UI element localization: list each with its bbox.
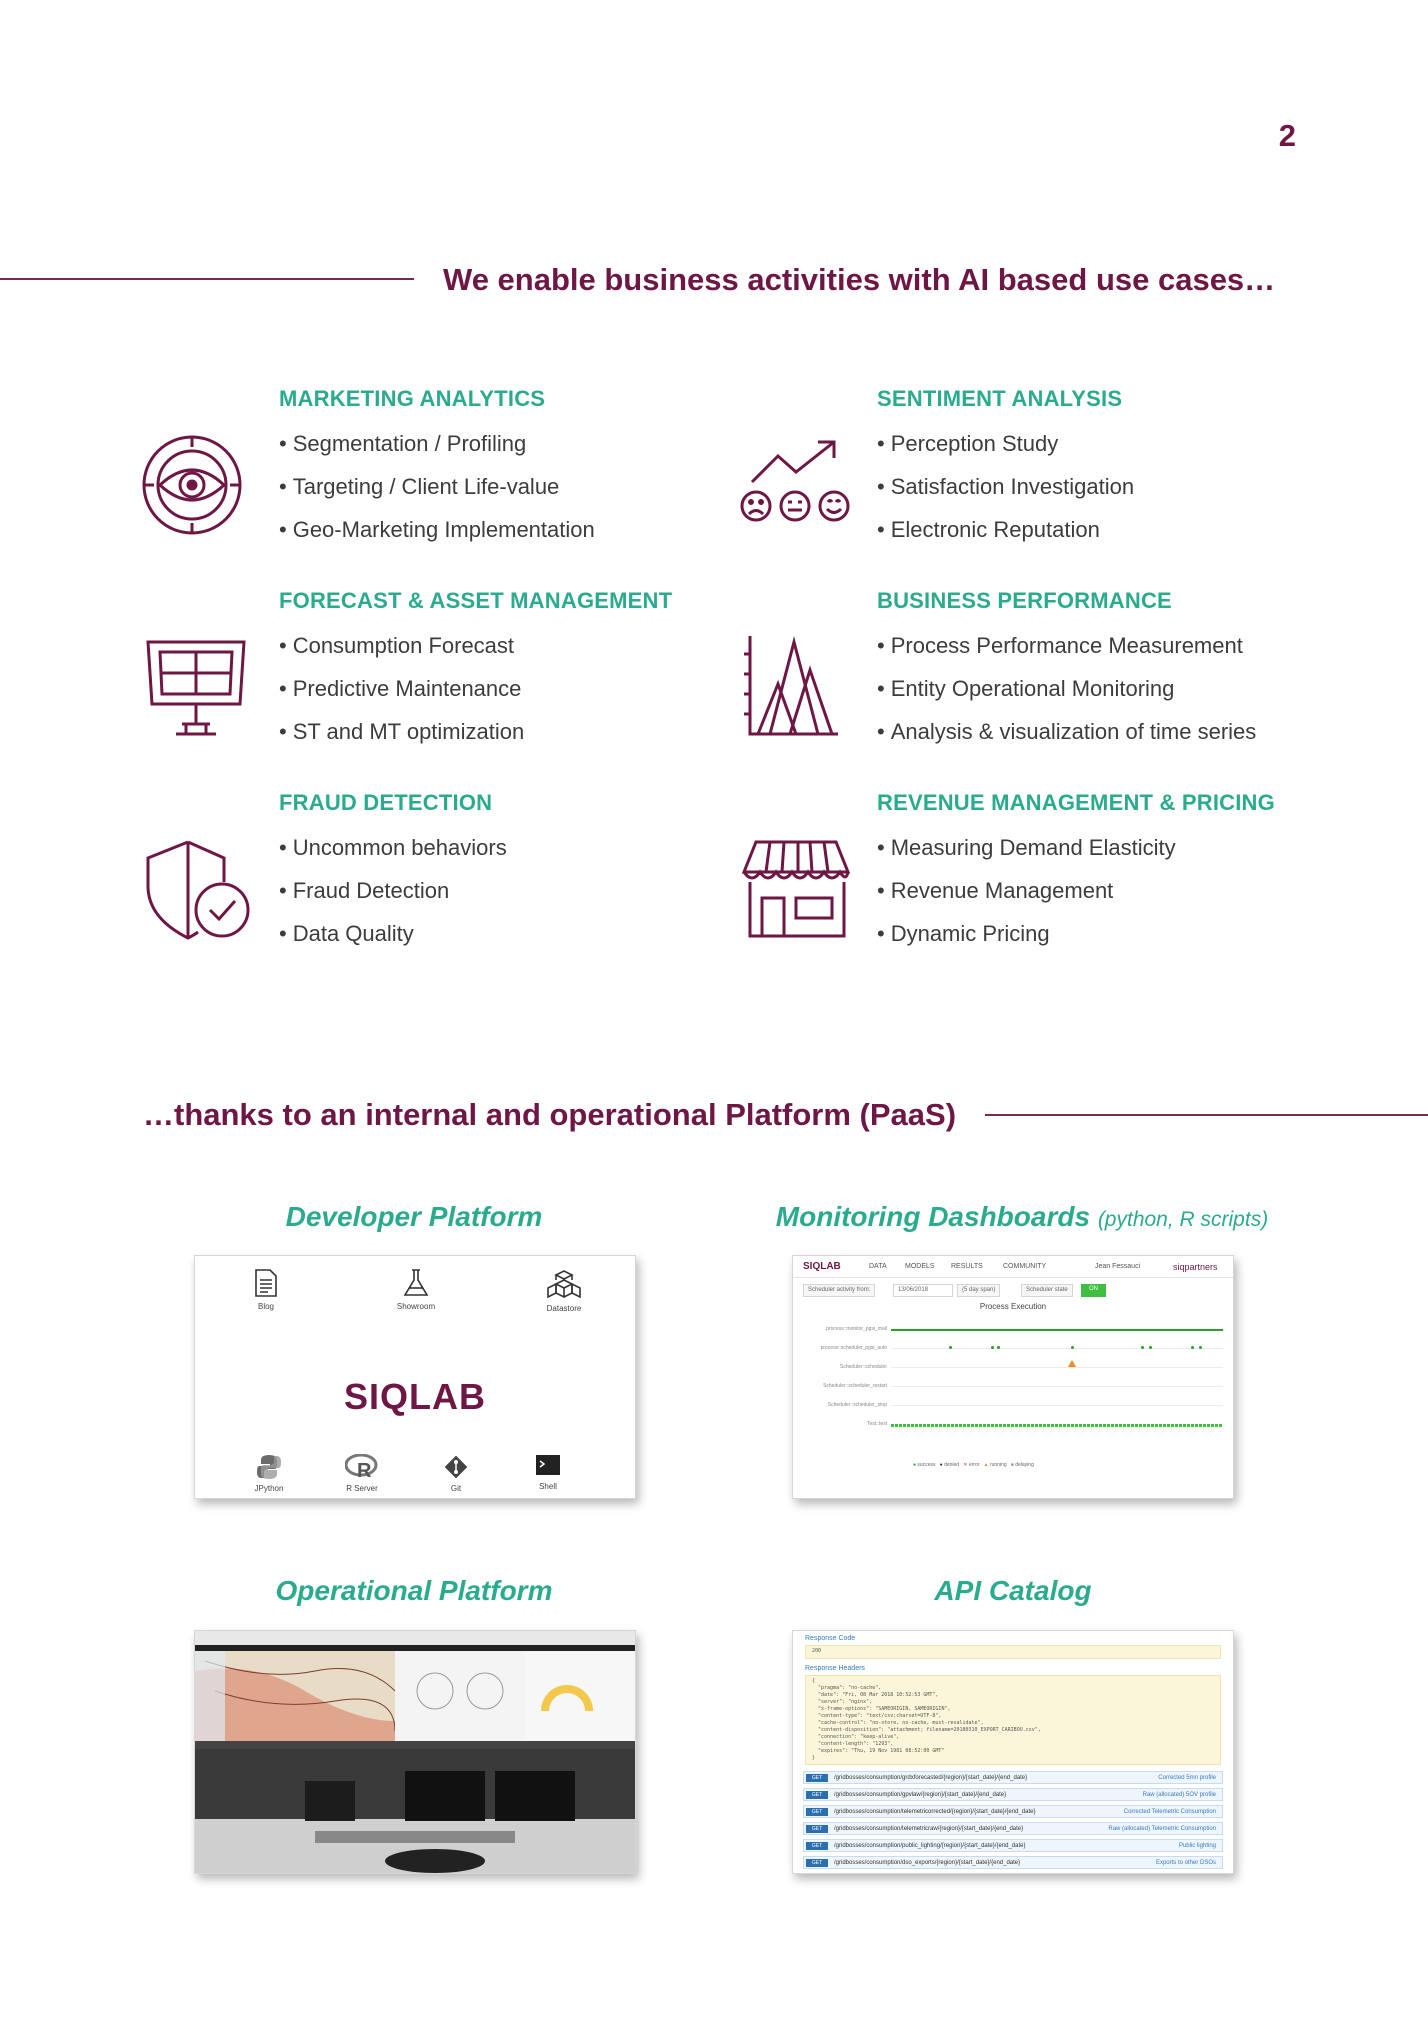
usecase-title: BUSINESS PERFORMANCE bbox=[877, 588, 1172, 613]
chart-legend bbox=[913, 1462, 1034, 1468]
row-gridline bbox=[891, 1329, 1223, 1331]
legend-entry: ● success bbox=[913, 1462, 936, 1468]
section-divider-right bbox=[985, 1114, 1428, 1116]
usecase-item: • Perception Study bbox=[877, 422, 1317, 465]
app-label: Showroom bbox=[396, 1302, 436, 1311]
usecase-item: • Targeting / Client Life-value bbox=[279, 465, 719, 508]
developer-platform-screenshot bbox=[194, 1255, 636, 1499]
endpoint-path: /gridbosses/consumption/telemetricraw/{region}/{start_date}/{end_date} bbox=[834, 1826, 1024, 1832]
usecase-item: • ST and MT optimization bbox=[279, 710, 719, 753]
api-endpoint-row[interactable] bbox=[803, 1771, 1223, 1784]
api-catalog-title: API Catalog bbox=[934, 1575, 1092, 1606]
nav-brand[interactable]: SIQLAB bbox=[803, 1261, 841, 1272]
endpoint-desc: Public lighting bbox=[1178, 1843, 1216, 1849]
legend-entry: ▲ running bbox=[983, 1462, 1007, 1468]
cubes-icon bbox=[529, 1268, 599, 1300]
app-git[interactable] bbox=[421, 1454, 491, 1493]
activity-date-input[interactable]: 13/06/2018 bbox=[893, 1284, 953, 1297]
endpoint-path: /gridbosses/consumption/grdxforecasted/{region}/{start_date}/{end_date} bbox=[834, 1775, 1028, 1781]
monitoring-dashboard-screenshot bbox=[792, 1255, 1234, 1499]
api-endpoint-row[interactable] bbox=[803, 1822, 1223, 1835]
usecase-forecast-asset bbox=[279, 588, 719, 753]
api-endpoint-row[interactable] bbox=[803, 1856, 1223, 1869]
flask-icon bbox=[381, 1268, 451, 1298]
app-r-server[interactable] bbox=[327, 1454, 397, 1493]
storefront-icon bbox=[740, 838, 852, 940]
usecase-sentiment-analysis bbox=[877, 386, 1317, 551]
python-icon bbox=[234, 1454, 304, 1480]
usecases-section-title: We enable business activities with AI based use cases… bbox=[443, 262, 1276, 297]
usecase-fraud-detection bbox=[279, 790, 719, 955]
app-label: JPython bbox=[254, 1484, 284, 1493]
control-room-image bbox=[195, 1631, 636, 1874]
monitoring-title-text: Monitoring Dashboards bbox=[775, 1201, 1091, 1232]
nav-community[interactable]: COMMUNITY bbox=[1003, 1263, 1047, 1270]
endpoint-path: /gridbosses/consumption/gpvlaw/{region}/{start_date}/{end_date} bbox=[834, 1792, 1007, 1798]
http-verb: GET bbox=[806, 1808, 828, 1816]
monitoring-dashboards-title bbox=[772, 1201, 1272, 1233]
terminal-icon bbox=[513, 1454, 583, 1478]
svg-text:R: R bbox=[357, 1460, 372, 1480]
legend-entry: ✕ error bbox=[963, 1462, 980, 1468]
nav-models[interactable]: MODELS bbox=[905, 1263, 935, 1270]
usecase-item: • Consumption Forecast bbox=[279, 624, 719, 667]
row-label: Scheduler::scheduler_restart bbox=[823, 1383, 887, 1389]
peak-chart-icon bbox=[740, 634, 840, 740]
usecase-item: • Revenue Management bbox=[877, 869, 1317, 912]
monitoring-navbar bbox=[793, 1256, 1233, 1278]
success-point bbox=[1149, 1346, 1152, 1349]
siqlab-logo: SIQLAB bbox=[343, 1376, 486, 1417]
success-point bbox=[1141, 1346, 1144, 1349]
endpoint-path: /gridbosses/consumption/dso_exports/{region}/{start_date}/{end_date} bbox=[834, 1860, 1021, 1866]
state-label: Scheduler state bbox=[1021, 1284, 1073, 1297]
app-label: Datastore bbox=[546, 1304, 582, 1313]
usecase-item: • Uncommon behaviors bbox=[279, 826, 719, 869]
success-point bbox=[997, 1346, 1000, 1349]
response-headers-label: Response Headers bbox=[805, 1665, 865, 1672]
r-icon bbox=[327, 1454, 397, 1480]
api-endpoint-row[interactable] bbox=[803, 1805, 1223, 1818]
row-gridline bbox=[891, 1348, 1223, 1349]
platform-section-title: …thanks to an internal and operational Platform (PaaS) bbox=[143, 1097, 957, 1132]
usecase-title: FRAUD DETECTION bbox=[279, 790, 493, 815]
usecase-item: • Data Quality bbox=[279, 912, 719, 955]
row-gridline bbox=[891, 1367, 1223, 1368]
endpoint-path: /gridbosses/consumption/telemetricorrected/{region}/{start_date}/{end_date} bbox=[834, 1809, 1036, 1815]
usecase-item: • Fraud Detection bbox=[279, 869, 719, 912]
nav-user[interactable]: Jean Fessauci bbox=[1095, 1263, 1141, 1270]
usecase-item: • Entity Operational Monitoring bbox=[877, 667, 1317, 710]
legend-entry: ■ delaying bbox=[1010, 1462, 1034, 1468]
app-showroom[interactable] bbox=[381, 1268, 451, 1311]
response-headers-value: { "pragma": "no-cache", "date": "Fri, 08 Mar 2018 10:52:53 GMT", "server": "nginx", "x-frame-options": "SAMEORIGIN, SAMEORIGIN", "content-type": "text/csv;charset=UTF-8", "cache-control": "no-store, no-cache, must-revalidate", "content-disposition": "attachment; filename=20180310_EXPORT_CARIBOU.csv", "connection": "keep-alive", "content-length": "1293", "expires": "Thu, 19 Nov 1981 08:52:00 GMT" } bbox=[805, 1675, 1221, 1765]
activity-label: Scheduler activity from: bbox=[803, 1284, 875, 1297]
monitoring-subtitle: (python, R scripts) bbox=[1097, 1208, 1269, 1231]
usecase-item: • Measuring Demand Elasticity bbox=[877, 826, 1317, 869]
success-point bbox=[1191, 1346, 1194, 1349]
row-label: process::scheduler_pgsi_auto bbox=[820, 1345, 887, 1351]
endpoint-desc: Raw (allocated) 5OV profile bbox=[1142, 1792, 1216, 1798]
git-icon bbox=[421, 1454, 491, 1480]
http-verb: GET bbox=[806, 1859, 828, 1867]
http-verb: GET bbox=[806, 1825, 828, 1833]
developer-platform-title: Developer Platform bbox=[285, 1201, 543, 1232]
app-label: Blog bbox=[257, 1302, 274, 1311]
endpoint-desc: Exports to other DSOs bbox=[1155, 1860, 1216, 1866]
http-verb: GET bbox=[806, 1791, 828, 1799]
api-endpoint-row[interactable] bbox=[803, 1839, 1223, 1852]
operational-platform-title: Operational Platform bbox=[275, 1575, 553, 1606]
success-point bbox=[1071, 1346, 1074, 1349]
span-select[interactable]: (5 day span) bbox=[957, 1284, 1000, 1297]
response-code-value: 200 bbox=[805, 1645, 1221, 1659]
row-gridline bbox=[891, 1424, 1223, 1427]
app-label: R Server bbox=[346, 1484, 378, 1493]
app-label: Git bbox=[450, 1484, 462, 1493]
usecase-title: REVENUE MANAGEMENT & PRICING bbox=[877, 790, 1275, 815]
row-label: Scheduler::scheduler_stop bbox=[827, 1402, 887, 1408]
endpoint-desc: Corrected Telemetric Consumption bbox=[1123, 1809, 1216, 1815]
section-divider-left bbox=[0, 278, 414, 280]
nav-data[interactable]: DATA bbox=[869, 1263, 887, 1270]
usecase-item: • Segmentation / Profiling bbox=[279, 422, 719, 465]
endpoint-path: /gridbosses/consumption/public_lighting/{region}/{start_date}/{end_date} bbox=[834, 1843, 1026, 1849]
app-datastore[interactable] bbox=[529, 1268, 599, 1313]
usecase-marketing-analytics bbox=[279, 386, 719, 551]
nav-results[interactable]: RESULTS bbox=[951, 1263, 983, 1270]
app-jpython[interactable] bbox=[234, 1454, 304, 1493]
row-label: Scheduler::scheduler bbox=[840, 1364, 887, 1370]
trend-faces-icon bbox=[738, 438, 853, 524]
success-point bbox=[991, 1346, 994, 1349]
eye-target-icon bbox=[140, 433, 244, 537]
row-label: process::monitor_pgsi_mail bbox=[826, 1326, 887, 1332]
api-catalog-screenshot bbox=[792, 1630, 1234, 1874]
operational-platform-photo bbox=[194, 1630, 636, 1874]
app-shell[interactable] bbox=[513, 1454, 583, 1491]
usecase-title: FORECAST & ASSET MANAGEMENT bbox=[279, 588, 673, 613]
state-toggle[interactable]: ON bbox=[1081, 1284, 1106, 1297]
process-chart-title: Process Execution bbox=[979, 1302, 1047, 1311]
legend-entry: ● denied bbox=[939, 1462, 960, 1468]
app-blog[interactable] bbox=[231, 1268, 301, 1311]
usecase-item: • Electronic Reputation bbox=[877, 508, 1317, 551]
row-gridline bbox=[891, 1405, 1223, 1406]
usecase-item: • Analysis & visualization of time series bbox=[877, 710, 1317, 753]
success-point bbox=[1199, 1346, 1202, 1349]
app-label: Shell bbox=[539, 1482, 557, 1491]
warning-marker bbox=[1068, 1360, 1076, 1367]
response-code-label: Response Code bbox=[805, 1635, 856, 1642]
usecase-title: MARKETING ANALYTICS bbox=[279, 386, 546, 411]
usecase-item: • Predictive Maintenance bbox=[279, 667, 719, 710]
nav-partner[interactable]: siqpartners bbox=[1173, 1262, 1218, 1272]
page-number: 2 bbox=[1278, 118, 1296, 153]
usecase-title: SENTIMENT ANALYSIS bbox=[877, 386, 1123, 411]
usecase-item: • Satisfaction Investigation bbox=[877, 465, 1317, 508]
usecase-item: • Process Performance Measurement bbox=[877, 624, 1317, 667]
endpoint-desc: Corrected 5mn profile bbox=[1158, 1775, 1216, 1781]
document-icon bbox=[231, 1268, 301, 1298]
http-verb: GET bbox=[806, 1774, 828, 1782]
row-gridline bbox=[891, 1386, 1223, 1387]
success-point bbox=[949, 1346, 952, 1349]
usecase-item: • Geo-Marketing Implementation bbox=[279, 508, 719, 551]
row-label: Test::test bbox=[866, 1421, 887, 1427]
usecase-business-performance bbox=[877, 588, 1317, 753]
endpoint-desc: Raw (allocated) Telemetric Consumption bbox=[1108, 1826, 1216, 1832]
solar-panel-icon bbox=[142, 636, 250, 738]
http-verb: GET bbox=[806, 1842, 828, 1850]
api-endpoint-row[interactable] bbox=[803, 1788, 1223, 1801]
usecase-item: • Dynamic Pricing bbox=[877, 912, 1317, 955]
shield-check-icon bbox=[142, 838, 254, 942]
usecase-revenue-pricing bbox=[877, 790, 1317, 955]
